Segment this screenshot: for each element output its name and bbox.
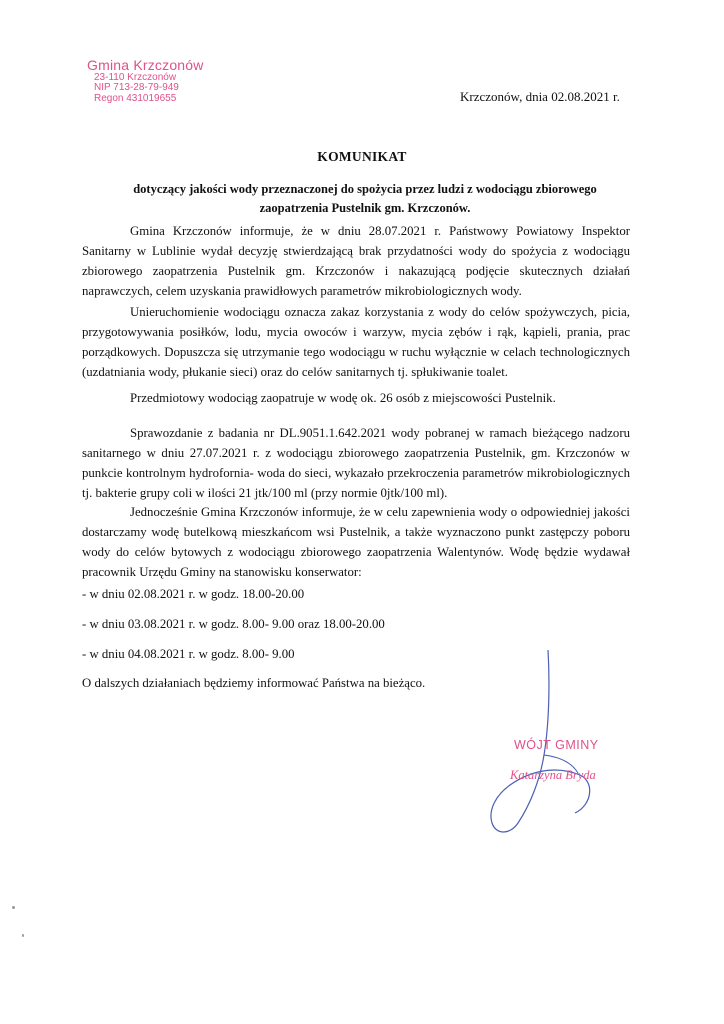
schedule-item-3: - w dniu 04.08.2021 r. w godz. 8.00- 9.00 bbox=[82, 647, 295, 661]
stamp-name: Gmina Krzczonów bbox=[87, 57, 204, 73]
stamp-address: 23-110 Krzczonów bbox=[94, 71, 177, 83]
subtitle-line-1: dotyczący jakości wody przeznaczonej do spożycia przez ludzi z wodociągu zbiorowego bbox=[133, 182, 597, 196]
stamp-regon: Regon 431019655 bbox=[94, 92, 177, 104]
signature-title: WÓJT GMINY bbox=[514, 738, 599, 752]
schedule-item-2: - w dniu 03.08.2021 r. w godz. 8.00- 9.00 oraz 18.00-20.00 bbox=[82, 617, 385, 631]
document-subtitle bbox=[95, 180, 635, 218]
paragraph-population: Przedmiotowy wodociąg zaopatruje w wodę ok. 26 osób z miejscowości Pustelnik. bbox=[130, 391, 556, 405]
paragraph-lab-report: Sprawozdanie z badania nr DL.9051.1.642.2021 wody pobranej w ramach bieżącego nadzoru sanitarnego w dniu 27.07.2021 r. z wodociągu zbiorowego zaopatrzenia Pustelnik, gm. Krzczonów w punkcie kontrolnym hydrofornia- woda do sieci, wykazało przekroczenia parametrów mikrobiologicznych tj. bakterie grupy coli w ilości 21 jtk/100 ml (przy normie 0jtk/100 ml). bbox=[82, 426, 630, 500]
closing-sentence: O dalszych działaniach będziemy informować Państwa na bieżąco. bbox=[82, 676, 426, 690]
paragraph-decision: Gmina Krzczonów informuje, że w dniu 28.07.2021 r. Państwowy Powiatowy Inspektor Sanitarny w Lublinie wydał decyzję stwierdzającą brak przydatności wody do spożycia z wodociągu zbiorowego zaopatrzenia Pustelnik gm. Krzczonów i nakazującą podjęcie skutecznych działań naprawczych, celem uzyskania prawidłowych parametrów mikrobiologicznych wody. bbox=[82, 224, 630, 298]
place-and-date: Krzczonów, dnia 02.08.2021 r. bbox=[460, 89, 620, 104]
subtitle-line-2: zaopatrzenia Pustelnik gm. Krzczonów. bbox=[259, 201, 471, 215]
schedule-item-1: - w dniu 02.08.2021 r. w godz. 18.00-20.00 bbox=[82, 587, 305, 601]
paragraph-water-supply: Jednocześnie Gmina Krzczonów informuje, że w celu zapewnienia wody o odpowiedniej jakości dostarczamy wodę butelkową mieszkańcom wsi Pustelnik, a także wyznaczono punkt zastępczy poboru wody do celów bytowych z wodociągu zbiorowego zaopatrzenia Walentynów. Wodę będzie wydawał pracownik Urzędu Gminy na stanowisku konserwator: bbox=[82, 505, 630, 579]
municipality-stamp bbox=[87, 58, 204, 104]
document-title: KOMUNIKAT bbox=[317, 149, 407, 164]
stamp-nip: NIP 713-28-79-949 bbox=[94, 82, 179, 94]
signature-name: Katarzyna Bryda bbox=[510, 768, 596, 782]
scan-speck bbox=[12, 906, 15, 909]
scan-speck bbox=[22, 934, 24, 937]
paragraph-restrictions: Unieruchomienie wodociągu oznacza zakaz korzystania z wody do celów spożywczych, picia, przygotowywania posiłków, lodu, mycia owoców i warzyw, mycia zębów i rąk, kąpieli, prania, prac porządkowych. Dopuszcza się utrzymanie tego wodociągu w ruchu wyłącznie w celach technologicznych (uzdatniania wody, płukanie sieci) oraz do celów sanitarnych tj. spłukiwanie toalet. bbox=[82, 305, 630, 379]
